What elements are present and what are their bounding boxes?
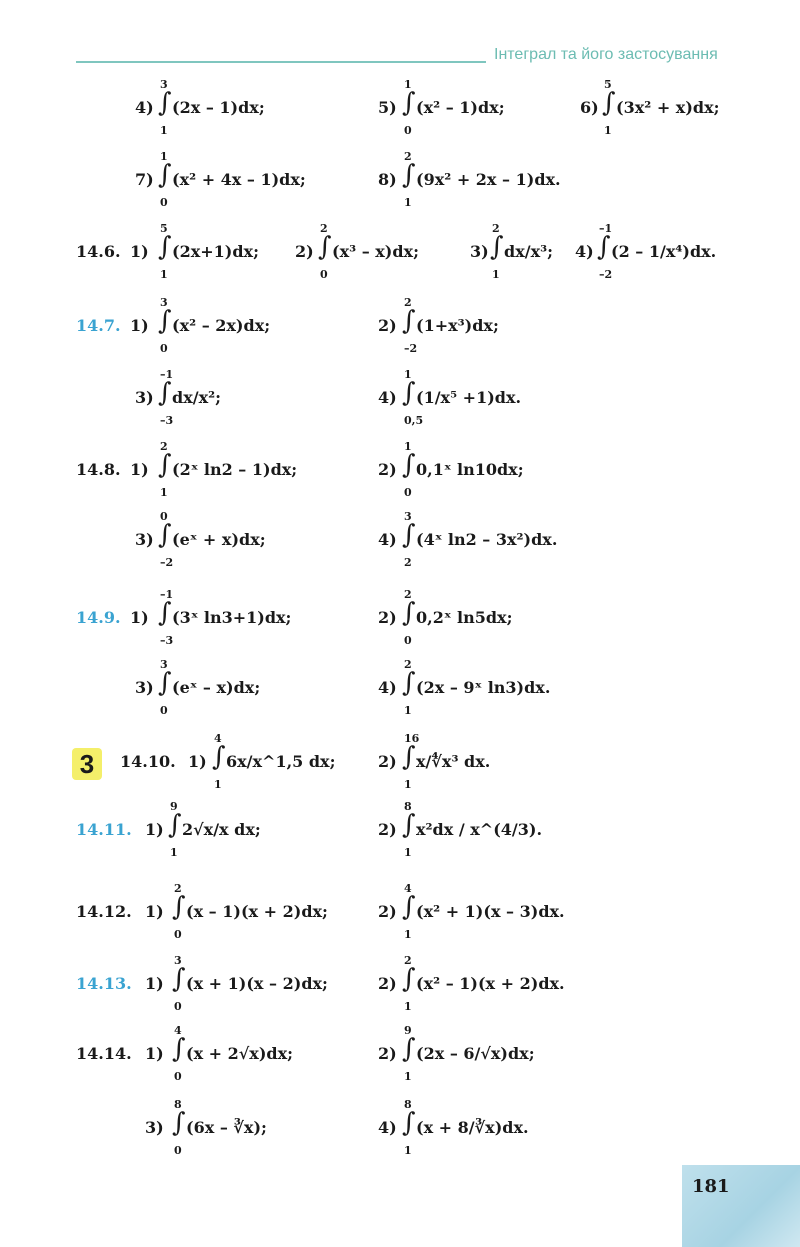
integral-sign-icon: ∫ (158, 598, 172, 628)
upper-limit: 2 (174, 882, 182, 895)
integral-sign-icon: ∫ (402, 88, 416, 118)
lower-limit: 0 (160, 196, 168, 209)
integral-sign-icon: ∫ (158, 668, 172, 698)
integrand-expression: (6x – ∛x); (186, 1118, 267, 1137)
upper-limit: 3 (160, 658, 168, 671)
upper-limit: 2 (492, 222, 500, 235)
upper-limit: 9 (404, 1024, 412, 1037)
integrand-expression: (2x – 6/√x)dx; (416, 1044, 535, 1063)
upper-limit: –1 (599, 222, 613, 235)
integrand-expression: (9x² + 2x – 1)dx. (416, 170, 561, 189)
lower-limit: 1 (404, 1070, 412, 1083)
integral-sign-icon: ∫ (402, 810, 416, 840)
item-label: 7) (135, 170, 154, 189)
upper-limit: 4 (174, 1024, 182, 1037)
lower-limit: 0 (404, 124, 412, 137)
lower-limit: 1 (404, 778, 412, 791)
upper-limit: 2 (404, 954, 412, 967)
integrand-expression: (x² – 2x)dx; (172, 316, 271, 335)
integral-sign-icon: ∫ (597, 232, 611, 262)
integral-sign-icon: ∫ (158, 520, 172, 550)
integrand-expression: (eˣ – x)dx; (172, 678, 261, 697)
integrand-expression: 6x/x^1,5 dx; (226, 752, 336, 771)
problem-number: 14.8. (76, 460, 121, 479)
problem-number: 14.10. (120, 752, 176, 771)
lower-limit: 2 (404, 556, 412, 569)
upper-limit: 8 (174, 1098, 182, 1111)
integrand-expression: (2x – 1)dx; (172, 98, 265, 117)
integral-sign-icon: ∫ (602, 88, 616, 118)
integrand-expression: (3ˣ ln3+1)dx; (172, 608, 292, 627)
integral-sign-icon: ∫ (402, 742, 416, 772)
integral-sign-icon: ∫ (172, 964, 186, 994)
item-label: 4) (378, 530, 397, 549)
item-label: 4) (378, 388, 397, 407)
lower-limit: 1 (404, 1144, 412, 1157)
upper-limit: 4 (214, 732, 222, 745)
integral-sign-icon: ∫ (402, 964, 416, 994)
integrand-expression: (2ˣ ln2 – 1)dx; (172, 460, 298, 479)
integral-sign-icon: ∫ (402, 1034, 416, 1064)
integral-sign-icon: ∫ (402, 598, 416, 628)
item-label: 4) (575, 242, 594, 261)
problem-number: 14.14. (76, 1044, 132, 1063)
upper-limit: 8 (404, 1098, 412, 1111)
item-label: 1) (145, 820, 164, 839)
item-label: 1) (130, 608, 149, 627)
integrand-expression: (x + 2√x)dx; (186, 1044, 294, 1063)
integrand-expression: (1/x⁵ +1)dx. (416, 388, 522, 407)
integrand-expression: (x² – 1)dx; (416, 98, 505, 117)
integrand-expression: (x² – 1)(x + 2)dx. (416, 974, 565, 993)
upper-limit: 2 (404, 150, 412, 163)
upper-limit: 2 (404, 588, 412, 601)
integrand-expression: (4ˣ ln2 – 3x²)dx. (416, 530, 558, 549)
level-badge: 3 (72, 748, 102, 780)
upper-limit: –1 (160, 368, 174, 381)
integrand-expression: (x + 1)(x – 2)dx; (186, 974, 328, 993)
lower-limit: 1 (214, 778, 222, 791)
item-label: 1) (130, 460, 149, 479)
upper-limit: 3 (160, 296, 168, 309)
item-label: 1) (188, 752, 207, 771)
integrand-expression: dx/x³; (504, 242, 554, 261)
lower-limit: –2 (404, 342, 418, 355)
upper-limit: 2 (160, 440, 168, 453)
upper-limit: 8 (404, 800, 412, 813)
lower-limit: 0 (160, 704, 168, 717)
problem-number: 14.12. (76, 902, 132, 921)
lower-limit: 0 (404, 634, 412, 647)
upper-limit: 1 (404, 440, 412, 453)
item-label: 8) (378, 170, 397, 189)
integral-sign-icon: ∫ (402, 450, 416, 480)
integral-sign-icon: ∫ (402, 520, 416, 550)
item-label: 3) (145, 1118, 164, 1137)
header-rule (76, 61, 486, 63)
upper-limit: 3 (404, 510, 412, 523)
integral-sign-icon: ∫ (158, 450, 172, 480)
item-label: 1) (145, 902, 164, 921)
integral-sign-icon: ∫ (402, 306, 416, 336)
item-label: 2) (378, 820, 397, 839)
item-label: 2) (378, 1044, 397, 1063)
integral-sign-icon: ∫ (402, 892, 416, 922)
integral-sign-icon: ∫ (158, 306, 172, 336)
integral-sign-icon: ∫ (402, 160, 416, 190)
lower-limit: 0 (174, 928, 182, 941)
integral-sign-icon: ∫ (212, 742, 226, 772)
item-label: 5) (378, 98, 397, 117)
item-label: 2) (378, 752, 397, 771)
upper-limit: 1 (404, 78, 412, 91)
integrand-expression: x²dx / x^(4/3). (416, 820, 543, 839)
upper-limit: 3 (174, 954, 182, 967)
integral-sign-icon: ∫ (158, 88, 172, 118)
upper-limit: 1 (160, 150, 168, 163)
integrand-expression: dx/x²; (172, 388, 222, 407)
item-label: 4) (135, 98, 154, 117)
problem-number: 14.11. (76, 820, 132, 839)
item-label: 2) (378, 460, 397, 479)
lower-limit: –2 (160, 556, 174, 569)
lower-limit: 1 (492, 268, 500, 281)
integral-sign-icon: ∫ (168, 810, 182, 840)
integral-sign-icon: ∫ (158, 378, 172, 408)
upper-limit: 3 (160, 78, 168, 91)
lower-limit: 1 (404, 846, 412, 859)
problem-number: 14.13. (76, 974, 132, 993)
item-label: 2) (378, 902, 397, 921)
item-label: 1) (145, 1044, 164, 1063)
problem-number: 14.6. (76, 242, 121, 261)
item-label: 1) (145, 974, 164, 993)
integrand-expression: (1+x³)dx; (416, 316, 499, 335)
lower-limit: 1 (604, 124, 612, 137)
item-label: 2) (378, 608, 397, 627)
lower-limit: 0 (174, 1144, 182, 1157)
lower-limit: –3 (160, 634, 174, 647)
integrand-expression: (x² + 1)(x – 3)dx. (416, 902, 565, 921)
lower-limit: 1 (160, 486, 168, 499)
item-label: 1) (130, 316, 149, 335)
upper-limit: 2 (320, 222, 328, 235)
upper-limit: 5 (160, 222, 168, 235)
item-label: 3) (135, 388, 154, 407)
upper-limit: –1 (160, 588, 174, 601)
problem-number: 14.9. (76, 608, 121, 627)
upper-limit: 16 (404, 732, 420, 745)
item-label: 4) (378, 1118, 397, 1137)
lower-limit: 0 (174, 1070, 182, 1083)
integrand-expression: 2√x/x dx; (182, 820, 261, 839)
integral-sign-icon: ∫ (402, 378, 416, 408)
lower-limit: 0 (174, 1000, 182, 1013)
upper-limit: 9 (170, 800, 178, 813)
integral-sign-icon: ∫ (158, 232, 172, 262)
item-label: 2) (378, 316, 397, 335)
integrand-expression: (3x² + x)dx; (616, 98, 720, 117)
lower-limit: –3 (160, 414, 174, 427)
integral-sign-icon: ∫ (402, 668, 416, 698)
item-label: 3) (135, 530, 154, 549)
integrand-expression: (x + 8/∛x)dx. (416, 1118, 529, 1137)
integrand-expression: 0,1ˣ ln10dx; (416, 460, 524, 479)
problem-number: 14.7. (76, 316, 121, 335)
integral-sign-icon: ∫ (402, 1108, 416, 1138)
lower-limit: 1 (160, 124, 168, 137)
lower-limit: 0 (320, 268, 328, 281)
item-label: 2) (378, 974, 397, 993)
integral-sign-icon: ∫ (172, 1108, 186, 1138)
upper-limit: 1 (404, 368, 412, 381)
lower-limit: 1 (404, 704, 412, 717)
integral-sign-icon: ∫ (172, 1034, 186, 1064)
item-label: 1) (130, 242, 149, 261)
integrand-expression: (2x+1)dx; (172, 242, 259, 261)
upper-limit: 0 (160, 510, 168, 523)
integrand-expression: (x – 1)(x + 2)dx; (186, 902, 328, 921)
item-label: 3) (470, 242, 489, 261)
lower-limit: 1 (170, 846, 178, 859)
item-label: 6) (580, 98, 599, 117)
lower-limit: 0 (160, 342, 168, 355)
upper-limit: 2 (404, 296, 412, 309)
integral-sign-icon: ∫ (318, 232, 332, 262)
lower-limit: 0 (404, 486, 412, 499)
lower-limit: –2 (599, 268, 613, 281)
lower-limit: 0,5 (404, 414, 424, 427)
header-title: Інтеграл та його застосування (494, 46, 718, 63)
lower-limit: 1 (404, 1000, 412, 1013)
lower-limit: 1 (404, 928, 412, 941)
item-label: 2) (295, 242, 314, 261)
lower-limit: 1 (160, 268, 168, 281)
integrand-expression: 0,2ˣ ln5dx; (416, 608, 513, 627)
item-label: 3) (135, 678, 154, 697)
integrand-expression: x/∜x³ dx. (416, 752, 491, 771)
integrand-expression: (2 – 1/x⁴)dx. (611, 242, 717, 261)
upper-limit: 4 (404, 882, 412, 895)
integrand-expression: (2x – 9ˣ ln3)dx. (416, 678, 551, 697)
item-label: 4) (378, 678, 397, 697)
integral-sign-icon: ∫ (172, 892, 186, 922)
integrand-expression: (eˣ + x)dx; (172, 530, 266, 549)
upper-limit: 2 (404, 658, 412, 671)
integrand-expression: (x² + 4x – 1)dx; (172, 170, 306, 189)
upper-limit: 5 (604, 78, 612, 91)
integral-sign-icon: ∫ (158, 160, 172, 190)
integrand-expression: (x³ – x)dx; (332, 242, 419, 261)
integral-sign-icon: ∫ (490, 232, 504, 262)
page-number: 181 (692, 1176, 730, 1197)
lower-limit: 1 (404, 196, 412, 209)
